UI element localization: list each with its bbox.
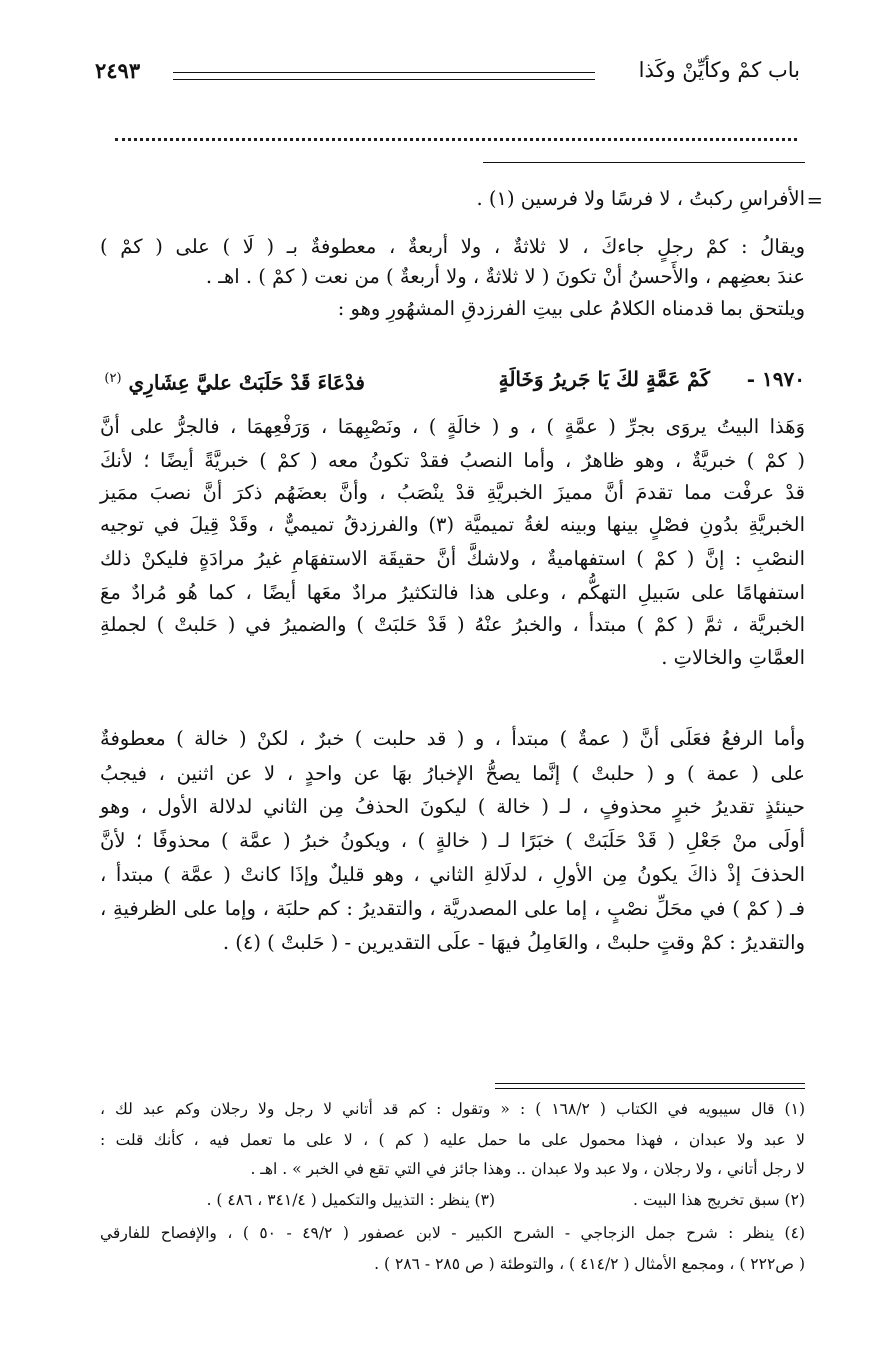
section-rule [483,162,805,163]
paragraph-line: ( كمْ ) خبريَّةٌ ، وهو ظاهرٌ ، وأما النصبُ فقدْ تكونُ معه ( كمْ ) خبريَّةً أيضًا ؛ لأنكَ [100,449,805,472]
running-header [95,58,800,90]
paragraph-line: قدْ عرفْت مما تقدمَ أنَّ مميزَ الخبريَّةِ قدْ ينْصَبُ ، وأنَّ بعضَهُم ذكرَ أنَّ نصبَ ممَيز [100,481,805,504]
body-line: الأفراسِ ركبتُ ، لا فرسًا ولا فرسين (١) . [476,187,805,210]
dotted-separator [115,128,797,141]
paragraph-line: النصْبِ : إنَّ ( كمْ ) استفهاميةٌ ، ولاشكَّ أنَّ حقيقَة الاستفهَامِ غيرُ مرادَةٍ فليكنْ ذلك [100,547,805,570]
footnote-line: ( ص٢٢٢ ) ، ومجمع الأمثال ( ٤١٤/٢ ) ، والتوطئة ( ص ٢٨٥ - ٢٨٦ ) . [374,1255,805,1273]
paragraph-line: فـ ( كمْ ) في محَلِّ نصْبٍ ، إما على المصدريَّة ، والتقديرُ : كم حلبَة ، وإما على الظرفيةِ ، [100,897,805,920]
paragraph-line: العمَّاتِ والخالاتِ . [661,646,805,669]
footnote-line: لا رجل أتاني ، ولا رجلان ، ولا عبد ولا عبدان .. وهذا جائز في التي تقع في الخبر » . اهـ . [250,1160,805,1178]
verse-hemistich-2: فدْعَاءَ قَدْ حَلَبَتْ عليَّ عِشَارِي [128,370,365,395]
body-line: ويلتحق بما قدمناه الكلامُ على بيتِ الفرزدقِ المشهُورِ وهو : [337,297,805,320]
footnote-line: لا عبد ولا عبدان ، فهذا محمول على ما حمل عليه ( كم ) ، لا على ما تعمل فيه ، كأنك قلت : [100,1131,805,1149]
paragraph-line: والتقديرُ : كمْ وقتٍ حلبتْ ، والعَامِلُ فيهَا - علَى التقديرين - ( حَلبتْ ) (٤) . [222,931,805,954]
verse-hemistich-1: كَمْ عَمَّةٍ لكَ يَا جَريرُ وَخَالَةٍ [498,367,710,391]
chapter-title: باب كمْ وكأيِّنْ وكَذا [638,58,800,82]
paragraph-line: حينئذٍ تقديرُ خبرٍ محذوفٍ ، لـ ( خالة ) ليكونَ الحذفُ مِن الثاني لدلالة الأول ، وهو [100,795,805,818]
footnote-line: (٢) سبق تخريج هذا البيت . [632,1191,805,1209]
paragraph-line: الخبريَّة ، ثمَّ ( كمْ ) مبتدأ ، والخبرُ عنْهُ ( قَدْ حَلبَتْ ) والضميرُ في ( حَلبتْ ) لجملةِ [100,613,805,636]
paragraph-line: أولَى منْ جَعْلِ ( قَدْ حَلَبَتْ ) خبَرًا لـ ( خالةٍ ) ، ويكونُ خبرُ ( عمَّة ) محذوفًا ؛ لأنَّ [100,829,805,852]
body-line: ويقالُ : كمْ رجلٍ جاءكَ ، لا ثلاثةٌ ، ولا أربعةٌ ، معطوفةٌ بـ ( لَا ) على ( كمْ ) [100,235,805,258]
continuation-mark: = [806,189,823,212]
footnote-line: (٣) ينظر : التذييل والتكميل ( ٣٤١/٤ ، ٤٨٦ ) . [206,1191,495,1209]
paragraph-line: الخبريَّةِ بدُونِ فصْلٍ بينها وبينه لغةُ تميميَّة (٣) والفرزدقُ تميميٌّ ، وقَدْ قِيلَ في توجيه [100,513,805,536]
body-line: عندَ بعضِهم ، والأَحسنُ أنْ تكونَ ( لا ثلاثةٌ ، ولا أربعةٌ ) من نعت ( كمْ ) . اهـ . [205,265,805,288]
verse-number: ١٩٧٠ - [746,367,805,391]
paragraph-line: وأما الرفعُ فعَلَى أنَّ ( عمةٌ ) مبتدأ ، و ( قد حلبت ) خبرٌ ، لكنْ ( خالة ) معطوفةٌ [100,727,805,750]
paragraph-line: على ( عمة ) و ( حلبتْ ) إنَّما يصحُّ الإخبارُ بهَا عن واحدٍ ، لا عن اثنين ، فيجبُ [100,762,805,785]
footnote-ref: (٢) [104,371,122,386]
header-rule [173,72,595,80]
paragraph-line: استفهامًا على سَبيلِ التهكُّم ، وعلى هذا فالتكثيرُ مرادٌ معَها أيضًا ، كما هُو مُرادٌ معَ [100,581,805,604]
footnote-line: (١) قال سيبويه في الكتاب ( ١٦٨/٢ ) : « وتقول : كم قد أتاني لا رجل ولا رجلان وكم عبد لك ، [100,1100,805,1118]
footnote-line: (٤) ينظر : شرح جمل الزجاجي - الشرح الكبير - لابن عصفور ( ٤٩/٢ - ٥٠ ) ، والإفصاح للفارقي [100,1224,805,1242]
footnote-rule [495,1083,805,1089]
page-number: ٢٤٩٣ [95,58,141,83]
paragraph-line: وَهَذا البيتُ يروَى بجرِّ ( عمَّةٍ ) ، و ( خالَةٍ ) ، ونَصْبِهمَا ، وَرَفْعِهمَا ، فالجرُّ على أنَّ [100,415,805,438]
paragraph-line: الحذفَ إذْ ذاكَ يكونُ مِن الأولِ ، لدلَالةِ الثاني ، وهو قليلٌ وإذَا كانتْ ( عمَّة ) مبتدأ ، [100,863,805,886]
